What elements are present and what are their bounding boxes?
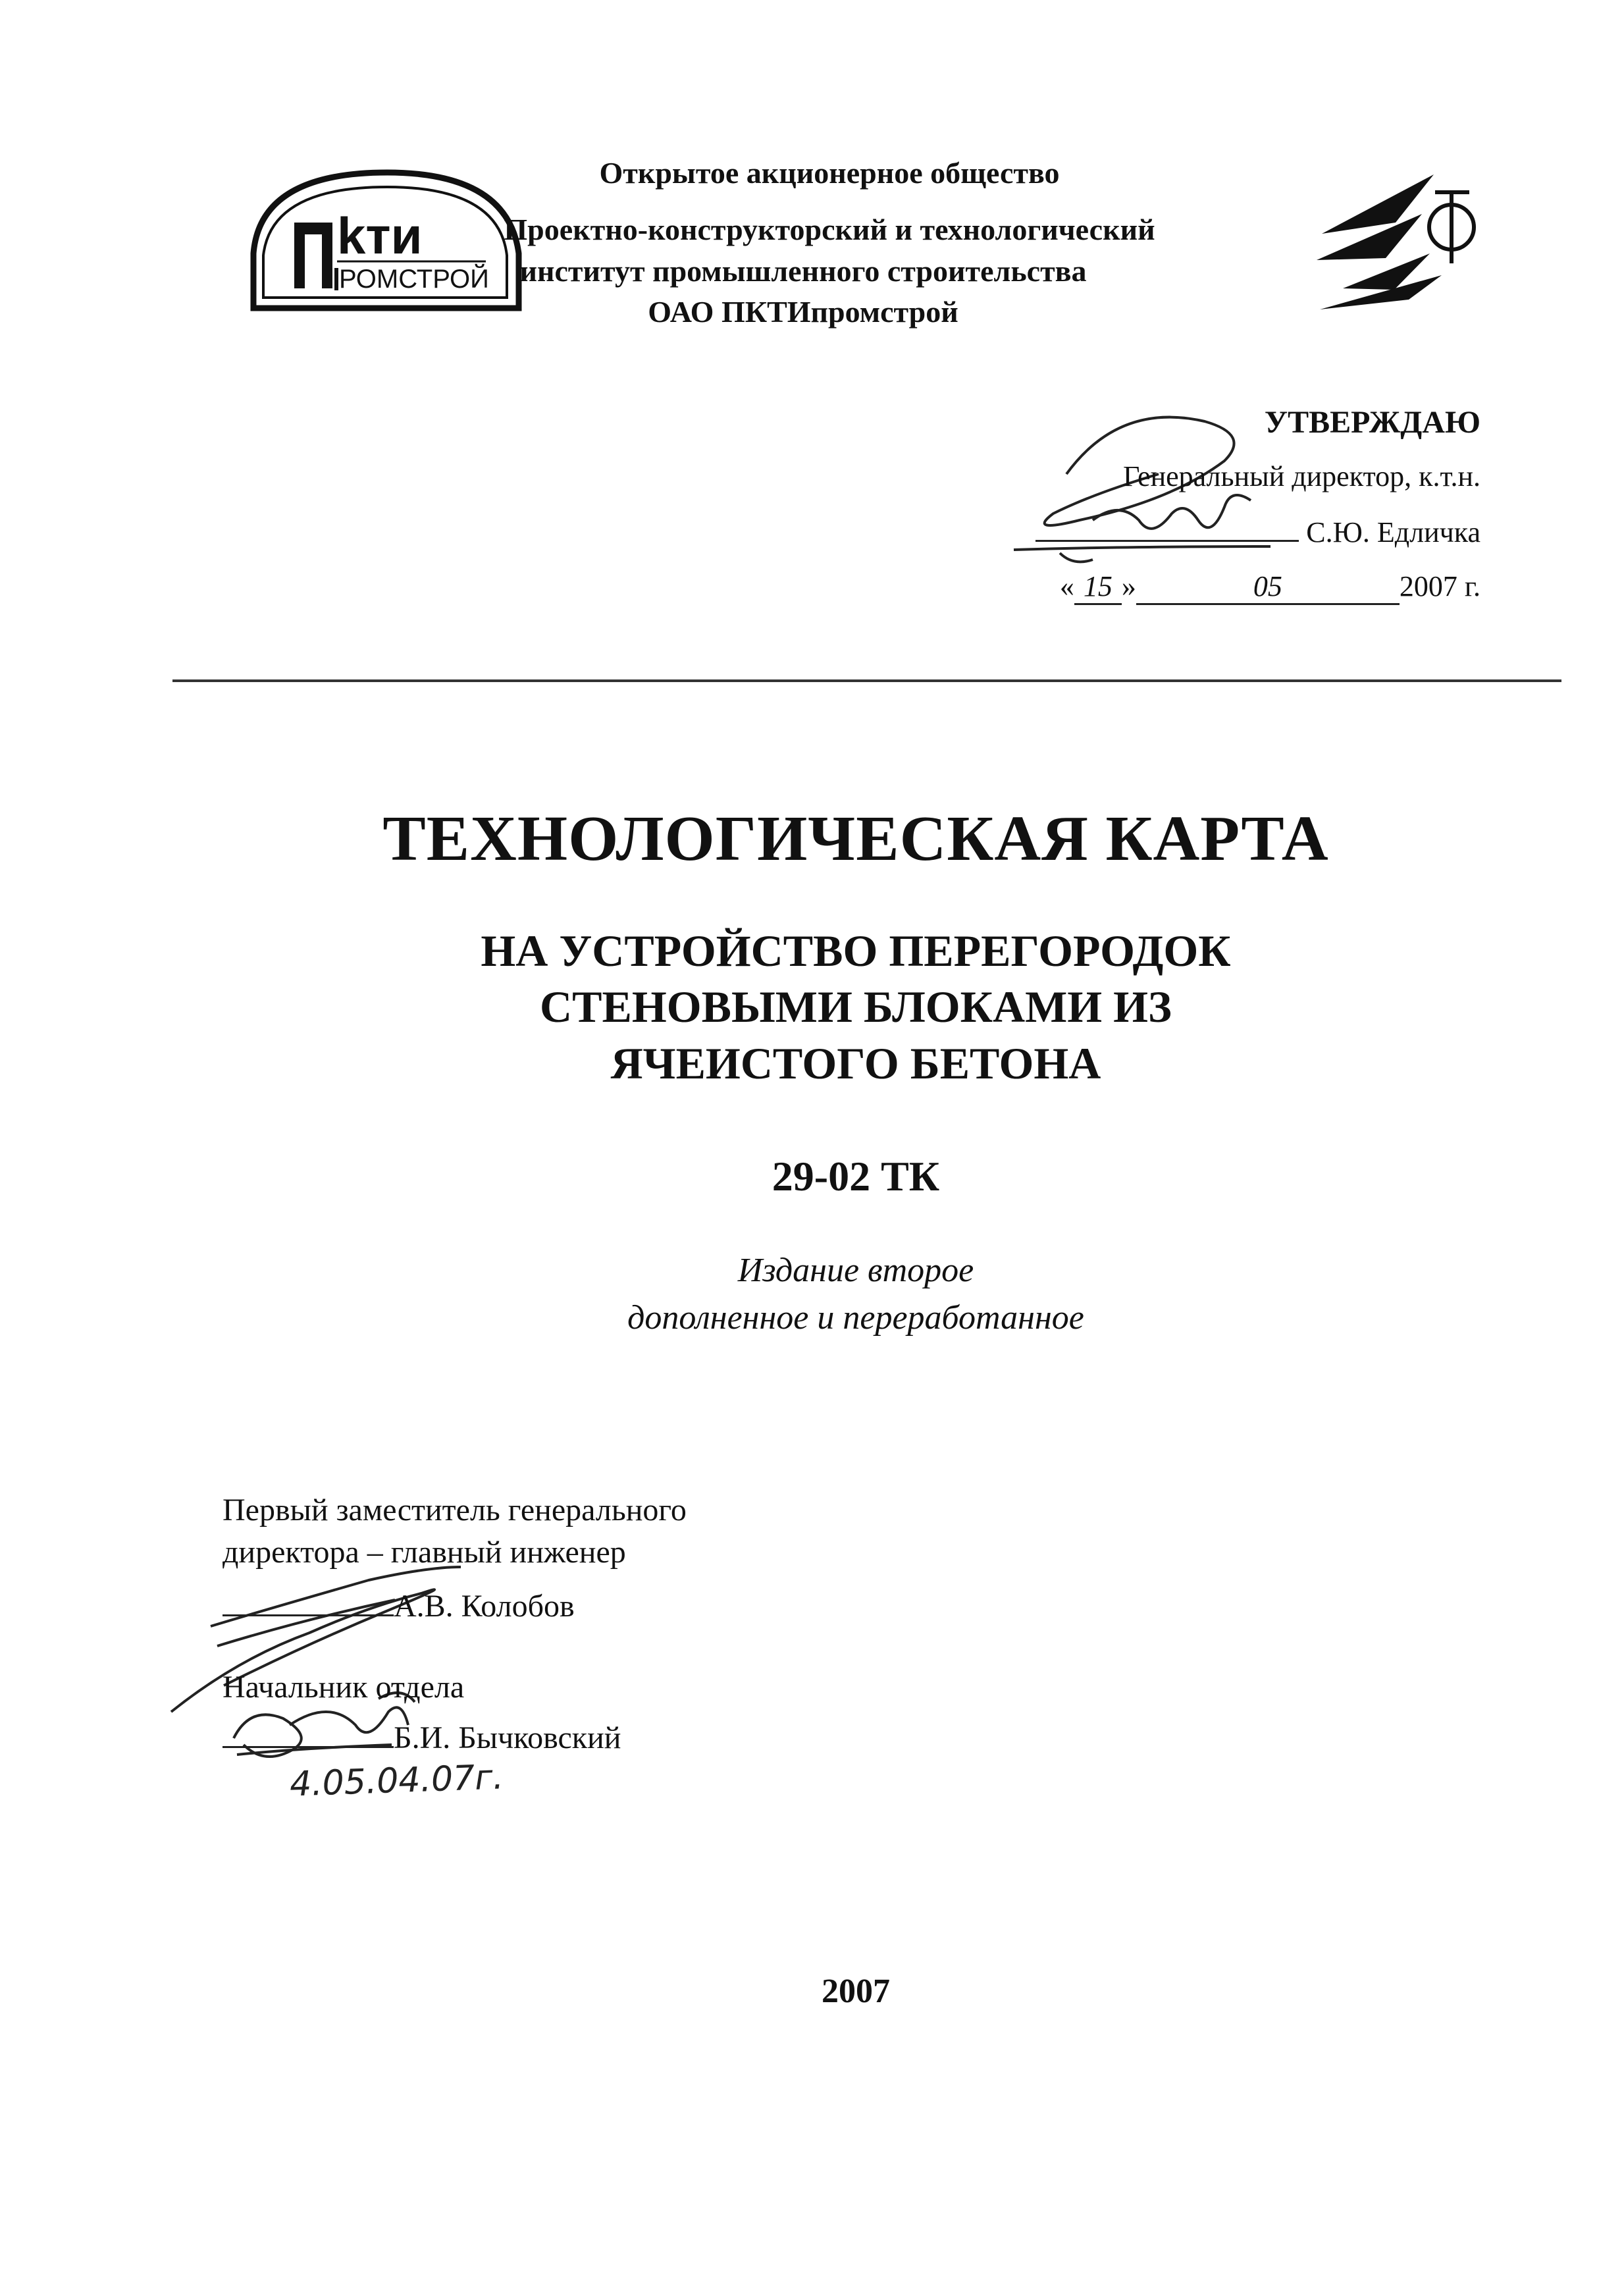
approval-name-text: С.Ю. Едличка bbox=[1306, 516, 1480, 548]
institute-emblem bbox=[1317, 174, 1474, 309]
department-head-name bbox=[223, 1720, 621, 1756]
approval-role: Генеральный директор, к.т.н. bbox=[1122, 460, 1480, 492]
approval-date bbox=[1060, 570, 1480, 605]
publication-year: 2007 bbox=[822, 1973, 890, 2010]
org-name-line-2: институт промышленного строительства bbox=[519, 254, 1087, 288]
edition-line-1: Издание второе bbox=[737, 1252, 974, 1289]
first-deputy-name bbox=[223, 1588, 575, 1624]
first-deputy-role-line-2: директора – главный инженер bbox=[223, 1535, 626, 1570]
org-name-line-1: Проектно-конструкторский и технологический bbox=[504, 213, 1155, 246]
document-subtitle-line-3: ЯЧЕИСТОГО БЕТОНА bbox=[610, 1038, 1101, 1088]
date-year: 2007 г. bbox=[1399, 570, 1480, 602]
department-head-name-text: Б.И. Бычковский bbox=[394, 1720, 621, 1755]
logo-text-top: kти bbox=[337, 207, 423, 265]
approval-title: УТВЕРЖДАЮ bbox=[1264, 405, 1480, 440]
logo-text-bottom: РОМСТРОЙ bbox=[339, 265, 489, 294]
signature-line bbox=[1035, 540, 1299, 542]
date-month: 05 bbox=[1136, 570, 1400, 605]
date-day: 15 bbox=[1074, 570, 1122, 605]
first-deputy-name-text: А.В. Колобов bbox=[394, 1589, 575, 1624]
date-open-quote: « bbox=[1059, 570, 1074, 602]
document-title: ТЕХНОЛОГИЧЕСКАЯ КАРТА bbox=[382, 803, 1329, 874]
first-deputy-role-line-1: Первый заместитель генерального bbox=[223, 1493, 687, 1527]
org-type: Открытое акционерное общество bbox=[599, 156, 1060, 190]
date-close-quote: » bbox=[1121, 570, 1136, 602]
signature-line bbox=[223, 1614, 394, 1616]
edition-line-2: дополненное и переработанное bbox=[627, 1299, 1084, 1337]
org-name-line-3: ОАО ПКТИпромстрой bbox=[648, 295, 958, 329]
document-code: 29-02 ТК bbox=[772, 1153, 940, 1200]
separator-line bbox=[172, 679, 1561, 682]
signature-line bbox=[223, 1746, 394, 1748]
document-subtitle-line-2: СТЕНОВЫМИ БЛОКАМИ ИЗ bbox=[540, 982, 1172, 1032]
approval-name bbox=[1035, 516, 1480, 549]
handwritten-date: 4.05.04.07г. bbox=[289, 1757, 504, 1805]
document-subtitle-line-1: НА УСТРОЙСТВО ПЕРЕГОРОДОК bbox=[481, 926, 1231, 976]
department-head-role: Начальник отдела bbox=[223, 1670, 465, 1705]
